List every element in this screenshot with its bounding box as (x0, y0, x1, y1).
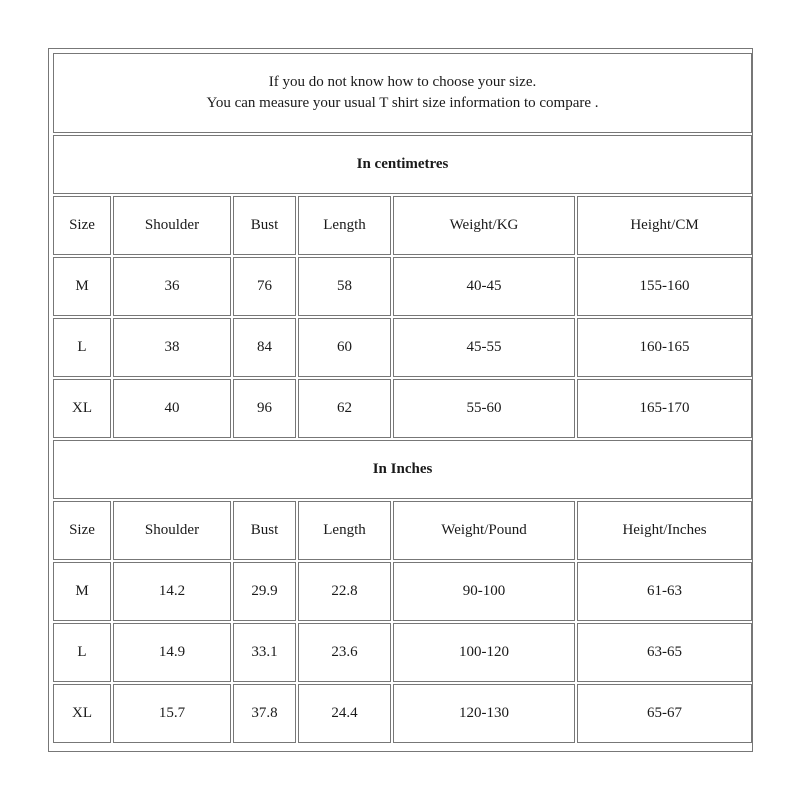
intro-row (53, 53, 752, 133)
header-cell-height: Height/CM (577, 196, 752, 255)
table-row (53, 257, 752, 316)
cell-size: M (53, 562, 111, 621)
section-title-row-inches (53, 440, 752, 499)
cell-height: 155-160 (577, 257, 752, 316)
cell-bust: 29.9 (233, 562, 296, 621)
cell-weight: 45-55 (393, 318, 575, 377)
cell-weight: 120-130 (393, 684, 575, 743)
cell-height: 61-63 (577, 562, 752, 621)
header-cell-bust: Bust (233, 196, 296, 255)
header-cell-bust: Bust (233, 501, 296, 560)
cell-bust: 33.1 (233, 623, 296, 682)
cell-size: L (53, 318, 111, 377)
header-row-inches (53, 501, 752, 560)
cell-shoulder: 14.9 (113, 623, 231, 682)
header-cell-height: Height/Inches (577, 501, 752, 560)
section-title-cm: In centimetres (53, 135, 752, 194)
intro-cell (53, 53, 752, 133)
cell-size: XL (53, 684, 111, 743)
cell-size: M (53, 257, 111, 316)
cell-length: 22.8 (298, 562, 391, 621)
header-cell-length: Length (298, 501, 391, 560)
header-cell-weight: Weight/Pound (393, 501, 575, 560)
cell-shoulder: 38 (113, 318, 231, 377)
cell-shoulder: 15.7 (113, 684, 231, 743)
header-cell-size: Size (53, 501, 111, 560)
cell-height: 63-65 (577, 623, 752, 682)
cell-size: XL (53, 379, 111, 438)
table-row (53, 623, 752, 682)
cell-bust: 76 (233, 257, 296, 316)
cell-length: 24.4 (298, 684, 391, 743)
cell-height: 165-170 (577, 379, 752, 438)
header-cell-length: Length (298, 196, 391, 255)
intro-line-2: You can measure your usual T shirt size information to compare . (206, 95, 599, 111)
cell-shoulder: 40 (113, 379, 231, 438)
cell-bust: 96 (233, 379, 296, 438)
cell-shoulder: 36 (113, 257, 231, 316)
header-row-cm (53, 196, 752, 255)
cell-length: 23.6 (298, 623, 391, 682)
size-chart-table (51, 51, 754, 745)
cell-weight: 100-120 (393, 623, 575, 682)
cell-size: L (53, 623, 111, 682)
header-cell-shoulder: Shoulder (113, 501, 231, 560)
cell-weight: 90-100 (393, 562, 575, 621)
cell-bust: 37.8 (233, 684, 296, 743)
size-chart-frame (48, 48, 753, 752)
header-cell-size: Size (53, 196, 111, 255)
cell-length: 58 (298, 257, 391, 316)
cell-length: 60 (298, 318, 391, 377)
header-cell-shoulder: Shoulder (113, 196, 231, 255)
cell-weight: 55-60 (393, 379, 575, 438)
section-title-row-cm (53, 135, 752, 194)
table-row (53, 562, 752, 621)
intro-line-1: If you do not know how to choose your size. (268, 74, 537, 90)
cell-shoulder: 14.2 (113, 562, 231, 621)
cell-bust: 84 (233, 318, 296, 377)
cell-length: 62 (298, 379, 391, 438)
section-title-inches: In Inches (53, 440, 752, 499)
cell-height: 65-67 (577, 684, 752, 743)
table-row (53, 379, 752, 438)
table-row (53, 684, 752, 743)
cell-height: 160-165 (577, 318, 752, 377)
header-cell-weight: Weight/KG (393, 196, 575, 255)
cell-weight: 40-45 (393, 257, 575, 316)
table-row (53, 318, 752, 377)
